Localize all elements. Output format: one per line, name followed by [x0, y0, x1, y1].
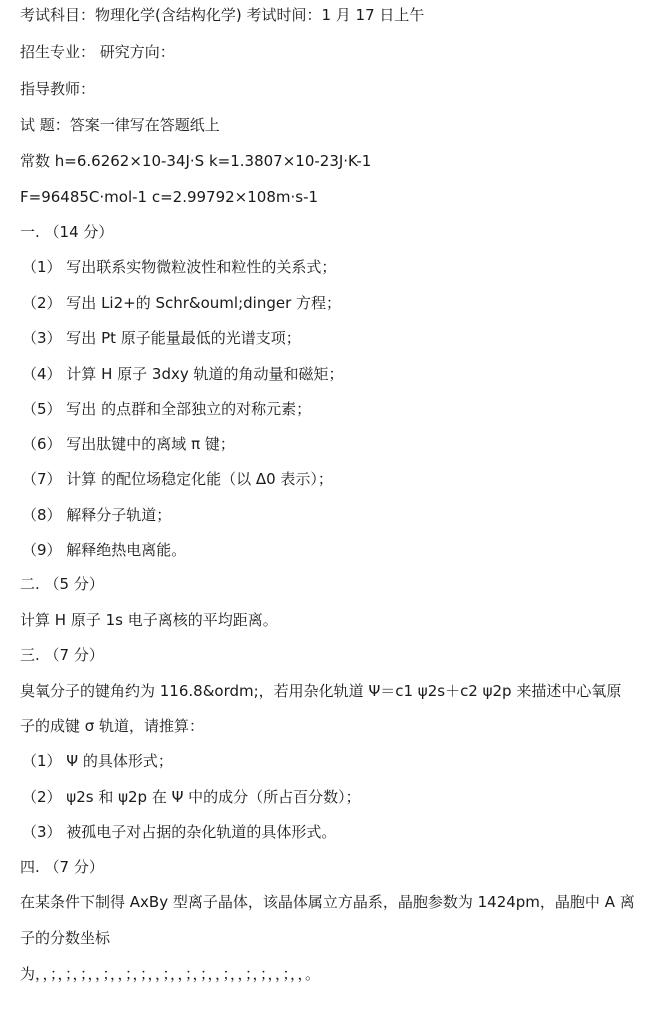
question-3-item: （2） ψ2s 和 ψ2p 在 Ψ 中的成分（所占百分数）；: [22, 788, 361, 806]
question-1-item: （8） 解释分子轨道；: [22, 506, 172, 524]
question-3-text: 臭氧分子的键角约为 116.8&ordm;，若用杂化轨道 Ψ＝c1 ψ2s＋c2 ψ2p 来描述中心氧原: [20, 682, 622, 700]
constants-line-2: F=96485C·mol-1 c=2.99792×108m·s-1: [20, 188, 319, 206]
question-4-text: 为，，；，；，；，，；，，；，；，，；，，；，；，，；，，；，；，，；，，。: [20, 965, 321, 983]
question-3-text: 子的成键 σ 轨道，请推算：: [20, 717, 205, 735]
question-4-text: 子的分数坐标: [20, 929, 111, 947]
exam-subject-line: 考试科目：物理化学(含结构化学) 考试时间：1 月 17 日上午: [20, 6, 425, 24]
question-1-item: （2） 写出 Li2+的 Schr&ouml;dinger 方程；: [22, 294, 342, 312]
major-line: 招生专业： 研究方向：: [20, 43, 175, 61]
question-4-text: 在某条件下制得 AxBy 型离子晶体，该晶体属立方晶系，晶胞参数为 1424pm，晶胞中 A 离: [20, 893, 635, 911]
question-1-item: （7） 计算 的配位场稳定化能（以 Δ0 表示）；: [22, 470, 333, 488]
question-3-item: （3） 被孤电子对占据的杂化轨道的具体形式。: [22, 823, 337, 841]
question-1-item: （5） 写出 的点群和全部独立的对称元素；: [22, 400, 312, 418]
question-1-item: （4） 计算 H 原子 3dxy 轨道的角动量和磁矩；: [22, 365, 344, 383]
instruction-line: 试 题：答案一律写在答题纸上: [20, 116, 220, 134]
question-2-text: 计算 H 原子 1s 电子离核的平均距离。: [20, 611, 278, 629]
question-1-item: （1） 写出联系实物微粒波性和粒性的关系式；: [22, 258, 337, 276]
question-1-item: （6） 写出肽键中的离域 π 键；: [22, 435, 235, 453]
question-2-heading: 二. （5 分）: [20, 575, 104, 593]
question-1-item: （3） 写出 Pt 原子能量最低的光谱支项；: [22, 329, 301, 347]
constants-line-1: 常数 h=6.6262×10-34J·S k=1.3807×10-23J·K-1: [20, 152, 372, 170]
question-3-heading: 三. （7 分）: [20, 646, 104, 664]
question-1-item: （9） 解释绝热电离能。: [22, 541, 187, 559]
question-3-item: （1） Ψ 的具体形式；: [22, 752, 173, 770]
question-4-heading: 四. （7 分）: [20, 858, 104, 876]
advisor-line: 指导教师：: [20, 80, 96, 98]
question-1-heading: 一. （14 分）: [20, 223, 114, 241]
